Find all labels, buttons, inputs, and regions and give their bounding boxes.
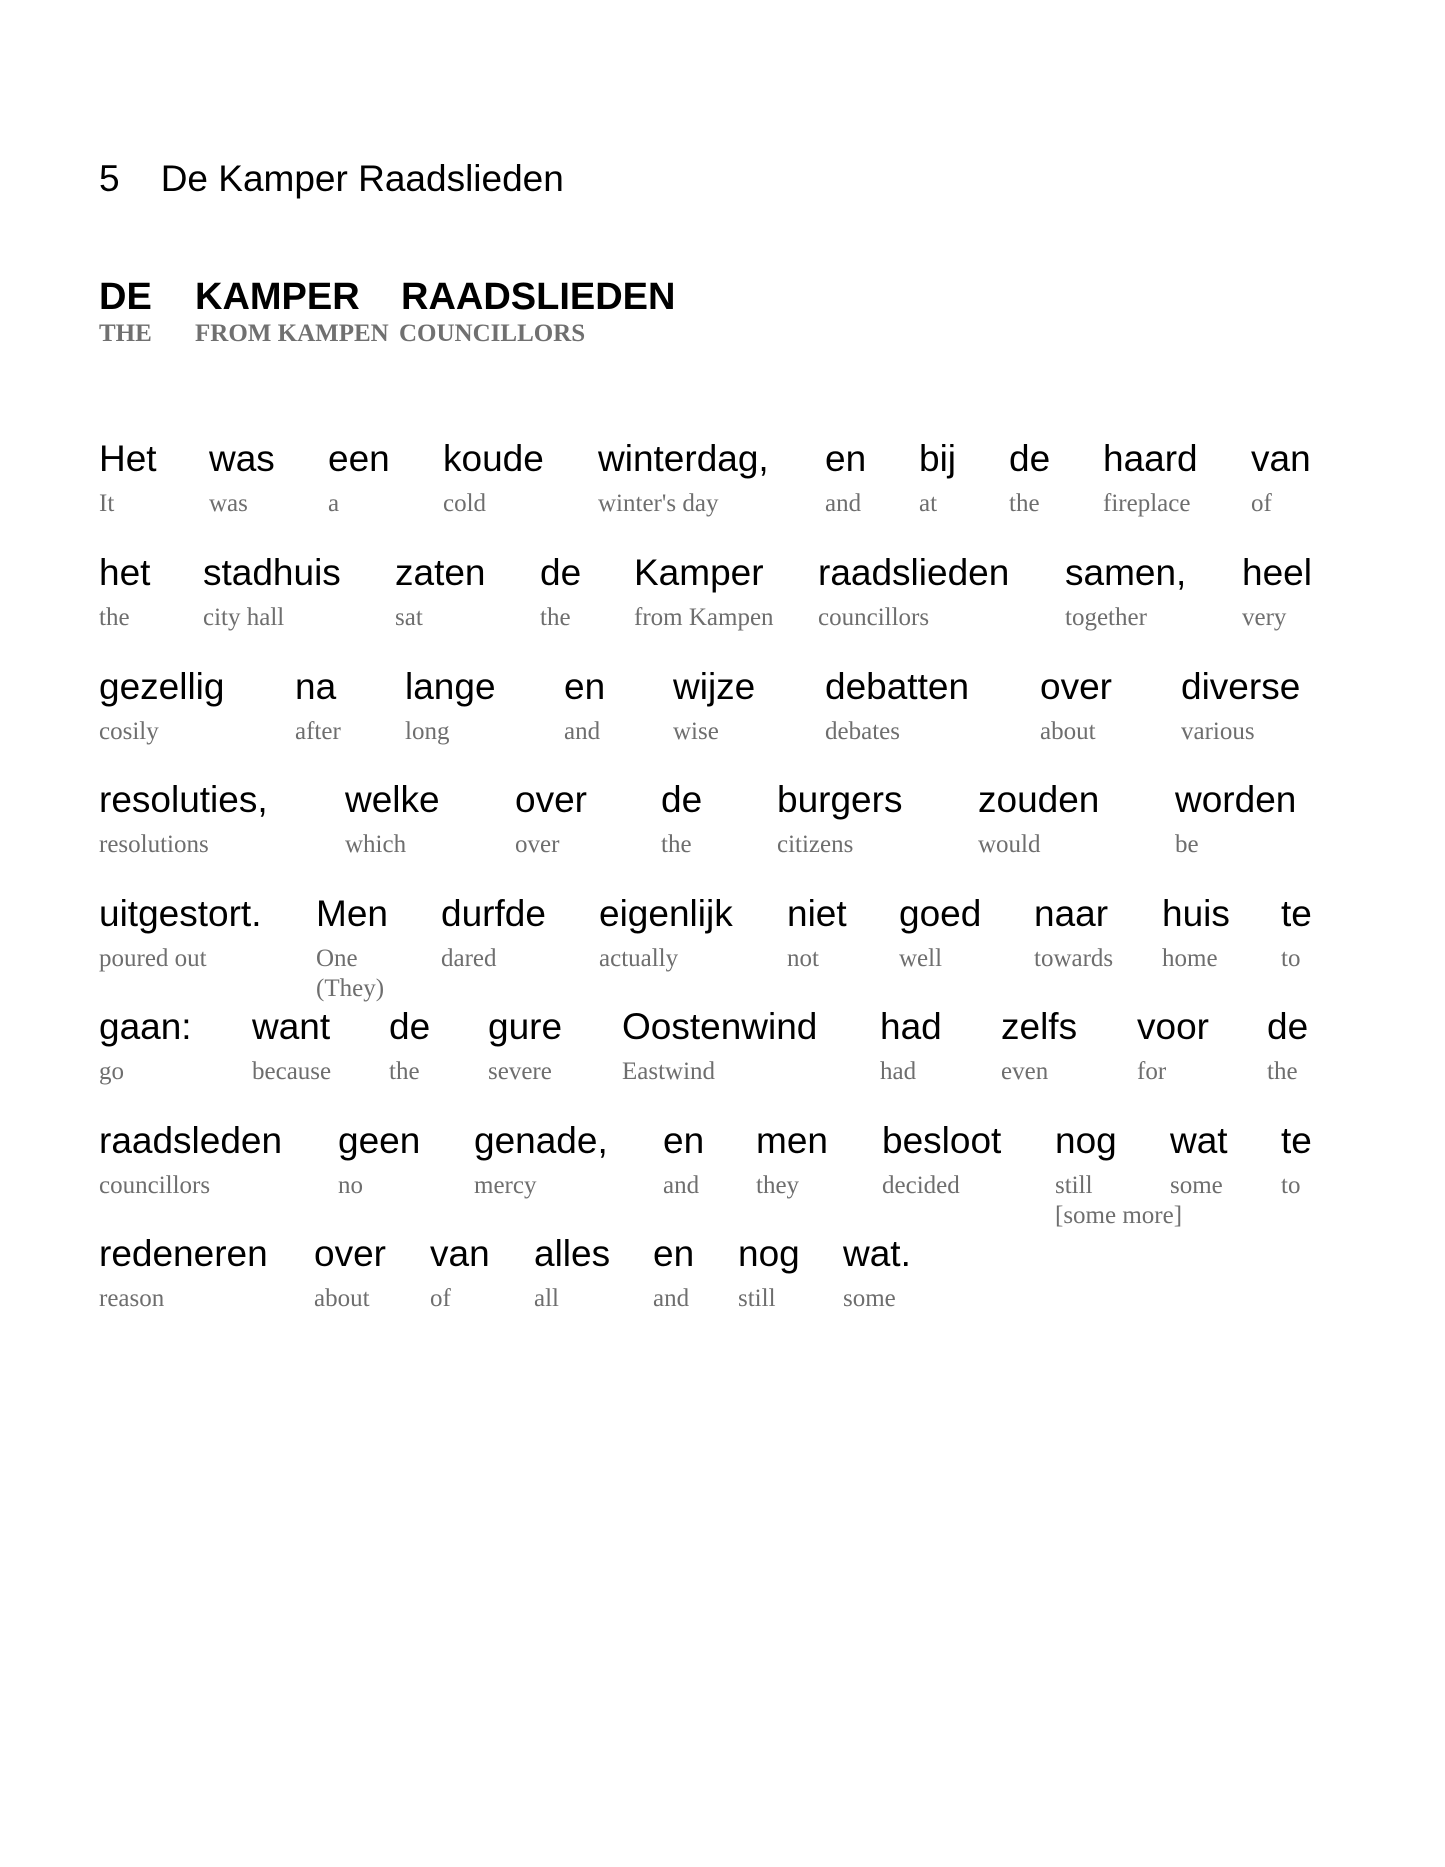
dutch-word: Oostenwind <box>622 1006 818 1047</box>
english-gloss: poured out <box>99 945 207 972</box>
dutch-word: uitgestort. <box>99 893 262 934</box>
dutch-word: zaten <box>395 552 486 593</box>
english-gloss: fireplace <box>1103 490 1191 517</box>
dutch-word: en <box>663 1120 705 1161</box>
dutch-word: huis <box>1162 893 1230 934</box>
english-gloss: resolutions <box>99 831 209 858</box>
dutch-word: geen <box>338 1120 421 1161</box>
dutch-word: had <box>880 1006 942 1047</box>
english-gloss: from Kampen <box>634 604 774 631</box>
english-gloss: the <box>389 1058 420 1085</box>
english-gloss: various <box>1181 718 1255 745</box>
english-gloss: citizens <box>777 831 854 858</box>
english-gloss: for <box>1137 1058 1167 1085</box>
english-gloss: debates <box>825 718 900 745</box>
dutch-word: eigenlijk <box>599 893 733 934</box>
english-gloss: even <box>1001 1058 1049 1085</box>
dutch-word: genade, <box>474 1120 608 1161</box>
english-gloss: all <box>534 1285 559 1312</box>
dutch-word: wat <box>1170 1120 1228 1161</box>
english-gloss: towards <box>1034 945 1114 972</box>
dutch-word: nog <box>1055 1120 1117 1161</box>
english-gloss: be <box>1175 831 1199 858</box>
chapter-title <box>99 158 564 200</box>
chapter-name: De Kamper Raadslieden <box>160 158 564 199</box>
english-gloss: to <box>1281 1172 1301 1199</box>
dutch-word: wat. <box>843 1233 911 1274</box>
dutch-word: winterdag, <box>598 438 769 479</box>
dutch-word: over <box>1040 666 1112 707</box>
english-gloss: at <box>919 490 938 517</box>
english-gloss: and <box>825 490 862 517</box>
english-gloss: reason <box>99 1285 165 1312</box>
dutch-word: diverse <box>1181 666 1301 707</box>
english-gloss: decided <box>882 1172 960 1199</box>
dutch-word: Men <box>316 893 388 934</box>
english-gloss: and <box>663 1172 700 1199</box>
dutch-word: de <box>1009 438 1051 479</box>
dutch-word: raadsleden <box>99 1120 283 1161</box>
english-gloss: actually <box>599 945 679 972</box>
dutch-word: men <box>756 1120 828 1161</box>
dutch-word: het <box>99 552 151 593</box>
english-gloss: very <box>1242 604 1287 631</box>
english-gloss: together <box>1065 604 1147 631</box>
dutch-word: lange <box>405 666 496 707</box>
dutch-word: de <box>389 1006 431 1047</box>
english-gloss: would <box>978 831 1041 858</box>
dutch-word: een <box>328 438 390 479</box>
english-gloss: councillors <box>99 1172 211 1199</box>
dutch-word: besloot <box>882 1120 1002 1161</box>
dutch-word: en <box>825 438 867 479</box>
dutch-word: nog <box>738 1233 800 1274</box>
dutch-word: raadslieden <box>818 552 1010 593</box>
english-gloss: still <box>738 1285 776 1312</box>
dutch-word: te <box>1281 1120 1312 1161</box>
english-gloss: wise <box>673 718 719 745</box>
english-gloss: some <box>1170 1172 1223 1199</box>
dutch-word: en <box>564 666 606 707</box>
dutch-word: naar <box>1034 893 1109 934</box>
english-gloss: the <box>1267 1058 1298 1085</box>
english-gloss: because <box>252 1058 332 1085</box>
english-gloss: sat <box>395 604 423 631</box>
dutch-word: de <box>661 779 703 820</box>
dutch-word: zouden <box>978 779 1100 820</box>
english-gloss: the <box>99 604 130 631</box>
english-gloss: dared <box>441 945 497 972</box>
chapter-number: 5 <box>99 158 120 199</box>
english-gloss: cosily <box>99 718 159 745</box>
dutch-word: worden <box>1175 779 1297 820</box>
dutch-word: en <box>653 1233 695 1274</box>
english-gloss: to <box>1281 945 1301 972</box>
english-gloss: city hall <box>203 604 285 631</box>
english-gloss: councillors <box>818 604 930 631</box>
dutch-word: na <box>295 666 337 707</box>
english-gloss: of <box>430 1285 451 1312</box>
english-gloss: the <box>1009 490 1040 517</box>
dutch-word: goed <box>899 893 982 934</box>
english-gloss: It <box>99 490 115 517</box>
dutch-word: gaan: <box>99 1006 192 1047</box>
english-gloss: home <box>1162 945 1218 972</box>
english-gloss-extra: [some more] <box>1055 1202 1183 1229</box>
dutch-word: redeneren <box>99 1233 268 1274</box>
dutch-word: niet <box>787 893 847 934</box>
english-gloss: the <box>661 831 692 858</box>
dutch-word: heel <box>1242 552 1312 593</box>
dutch-word: de <box>1267 1006 1309 1047</box>
english-gloss: which <box>345 831 407 858</box>
dutch-word: samen, <box>1065 552 1187 593</box>
dutch-word: stadhuis <box>203 552 341 593</box>
english-gloss: cold <box>443 490 487 517</box>
dutch-word: over <box>515 779 587 820</box>
english-gloss: a <box>328 490 340 517</box>
english-gloss: One <box>316 945 358 972</box>
dutch-word: wijze <box>673 666 756 707</box>
heading-gloss: COUNCILLORS <box>399 320 586 347</box>
dutch-word: alles <box>534 1233 611 1274</box>
dutch-word: de <box>540 552 582 593</box>
dutch-word: resoluties, <box>99 779 268 820</box>
dutch-word: debatten <box>825 666 970 707</box>
dutch-word: Kamper <box>634 552 764 593</box>
english-gloss: mercy <box>474 1172 537 1199</box>
english-gloss: and <box>653 1285 690 1312</box>
english-gloss: and <box>564 718 601 745</box>
dutch-word: koude <box>443 438 544 479</box>
english-gloss: had <box>880 1058 917 1085</box>
english-gloss: after <box>295 718 341 745</box>
english-gloss-extra: (They) <box>316 975 385 1002</box>
english-gloss: about <box>314 1285 370 1312</box>
dutch-word: van <box>430 1233 490 1274</box>
dutch-word: voor <box>1137 1006 1209 1047</box>
english-gloss: go <box>99 1058 124 1085</box>
heading-word: RAADSLIEDEN <box>401 276 676 318</box>
english-gloss: no <box>338 1172 363 1199</box>
english-gloss: winter's day <box>598 490 719 517</box>
dutch-word: gure <box>488 1006 563 1047</box>
english-gloss: over <box>515 831 560 858</box>
english-gloss: was <box>209 490 248 517</box>
english-gloss: some <box>843 1285 896 1312</box>
heading-word: KAMPER <box>195 276 360 318</box>
english-gloss: long <box>405 718 450 745</box>
english-gloss: Eastwind <box>622 1058 716 1085</box>
dutch-word: te <box>1281 893 1312 934</box>
dutch-word: was <box>209 438 275 479</box>
dutch-word: Het <box>99 438 157 479</box>
heading-gloss: THE <box>99 320 152 347</box>
dutch-word: want <box>252 1006 331 1047</box>
english-gloss: about <box>1040 718 1096 745</box>
english-gloss: well <box>899 945 943 972</box>
dutch-word: welke <box>345 779 440 820</box>
heading-gloss: FROM KAMPEN <box>195 320 389 347</box>
dutch-word: van <box>1251 438 1311 479</box>
english-gloss: still <box>1055 1172 1093 1199</box>
english-gloss: they <box>756 1172 800 1199</box>
heading-word: DE <box>99 276 152 318</box>
dutch-word: zelfs <box>1001 1006 1078 1047</box>
dutch-word: bij <box>919 438 957 479</box>
english-gloss: not <box>787 945 819 972</box>
dutch-word: gezellig <box>99 666 225 707</box>
dutch-word: haard <box>1103 438 1198 479</box>
dutch-word: burgers <box>777 779 903 820</box>
english-gloss: the <box>540 604 571 631</box>
english-gloss: of <box>1251 490 1272 517</box>
dutch-word: durfde <box>441 893 546 934</box>
dutch-word: over <box>314 1233 386 1274</box>
english-gloss: severe <box>488 1058 552 1085</box>
